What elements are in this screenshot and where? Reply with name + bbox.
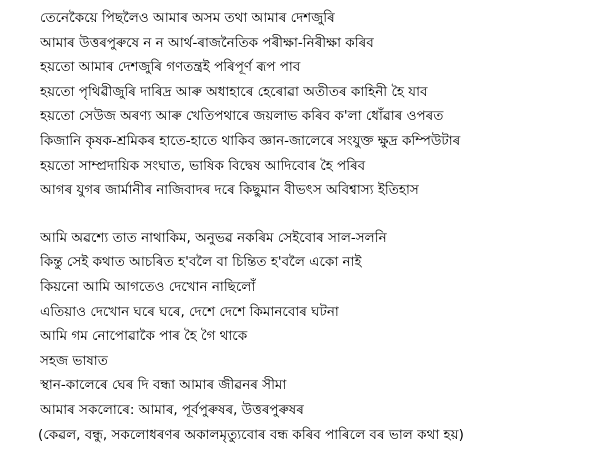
poem-line: কিজানি কৃষক-শ্ৰমিকৰ হাতে-হাতে থাকিব জ্ঞান-জালেৰে সংযুক্ত ক্ষুদ্ৰ কম্পিউটাৰ [40, 132, 461, 149]
poem-line: আমাৰ সকলোৰে: আমাৰ, পূৰ্বপুৰুষৰ, উত্তৰপুৰুষৰ [40, 401, 304, 418]
poem-line: হয়তো আমাৰ দেশজুৰি গণতন্ত্ৰই পৰিপূৰ্ণ ৰূপ পাব [40, 59, 301, 76]
poem-line: আমাৰ উত্তৰপুৰুষে ন ন আৰ্থ-ৰাজনৈতিক পৰীক্ষা-নিৰীক্ষা কৰিব [40, 34, 374, 51]
stanza-break [40, 203, 595, 226]
poem-line: কিন্তু সেই কথাত আচৰিত হ'বলৈ বা চিন্তিত হ'বলৈ একো নাই [40, 254, 362, 271]
stanza-2 [40, 226, 595, 447]
poem-line: হয়তো সাম্প্ৰদায়িক সংঘাত, ভাষিক বিদ্বেষ আদিবোৰ হৈ পৰিব [40, 157, 366, 174]
stanza-1 [40, 6, 595, 203]
poem-line: আগৰ যুগৰ জাৰ্মানীৰ নাজিবাদৰ দৰে কিছুমান বীভৎস অবিশ্বাস্য ইতিহাস [40, 182, 419, 199]
poem-line: সহজ ভাষাত [40, 352, 108, 369]
poem-line: তেনেকৈয়ে পিছলৈও আমাৰ অসম তথা আমাৰ দেশজুৰি [40, 10, 335, 26]
poem-line: হয়তো সেউজ অৰণ্য আৰু খেতিপথাৰে জয়লাভ কৰিব ক'লা ধোঁৱাৰ ওপৰত [40, 108, 444, 125]
poem-line: কিয়নো আমি আগতেও দেখোন নাছিলোঁ [40, 278, 256, 295]
poem-line: আমি অৱশ্যে তাত নাথাকিম, অনুভৱ নকৰিম সেইবোৰ সাল-সলনি [40, 229, 387, 246]
poem-text [40, 6, 595, 447]
poem-line: এতিয়াও দেখোন ঘৰে ঘৰে, দেশে দেশে কিমানবোৰ ঘটনা [40, 303, 339, 320]
poem-line: আমি গম নোপোৱাকৈ পাৰ হৈ গৈ থাকে [40, 328, 248, 345]
poem-line: স্থান-কালেৰে ঘেৰ দি বন্ধা আমাৰ জীৱনৰ সীমা [40, 377, 287, 394]
poem-line: (কেৱল, বন্ধু, সকলোধৰণৰ অকালমৃত্যুবোৰ বন্ধ কৰিব পাৰিলে বৰ ভাল কথা হয়) [38, 426, 464, 443]
poem-line: হয়তো পৃথিৱীজুৰি দাৰিদ্ৰ আৰু অধাহাৰে হেৰোৱা অতীতৰ কাহিনী হৈ যাব [40, 83, 428, 100]
